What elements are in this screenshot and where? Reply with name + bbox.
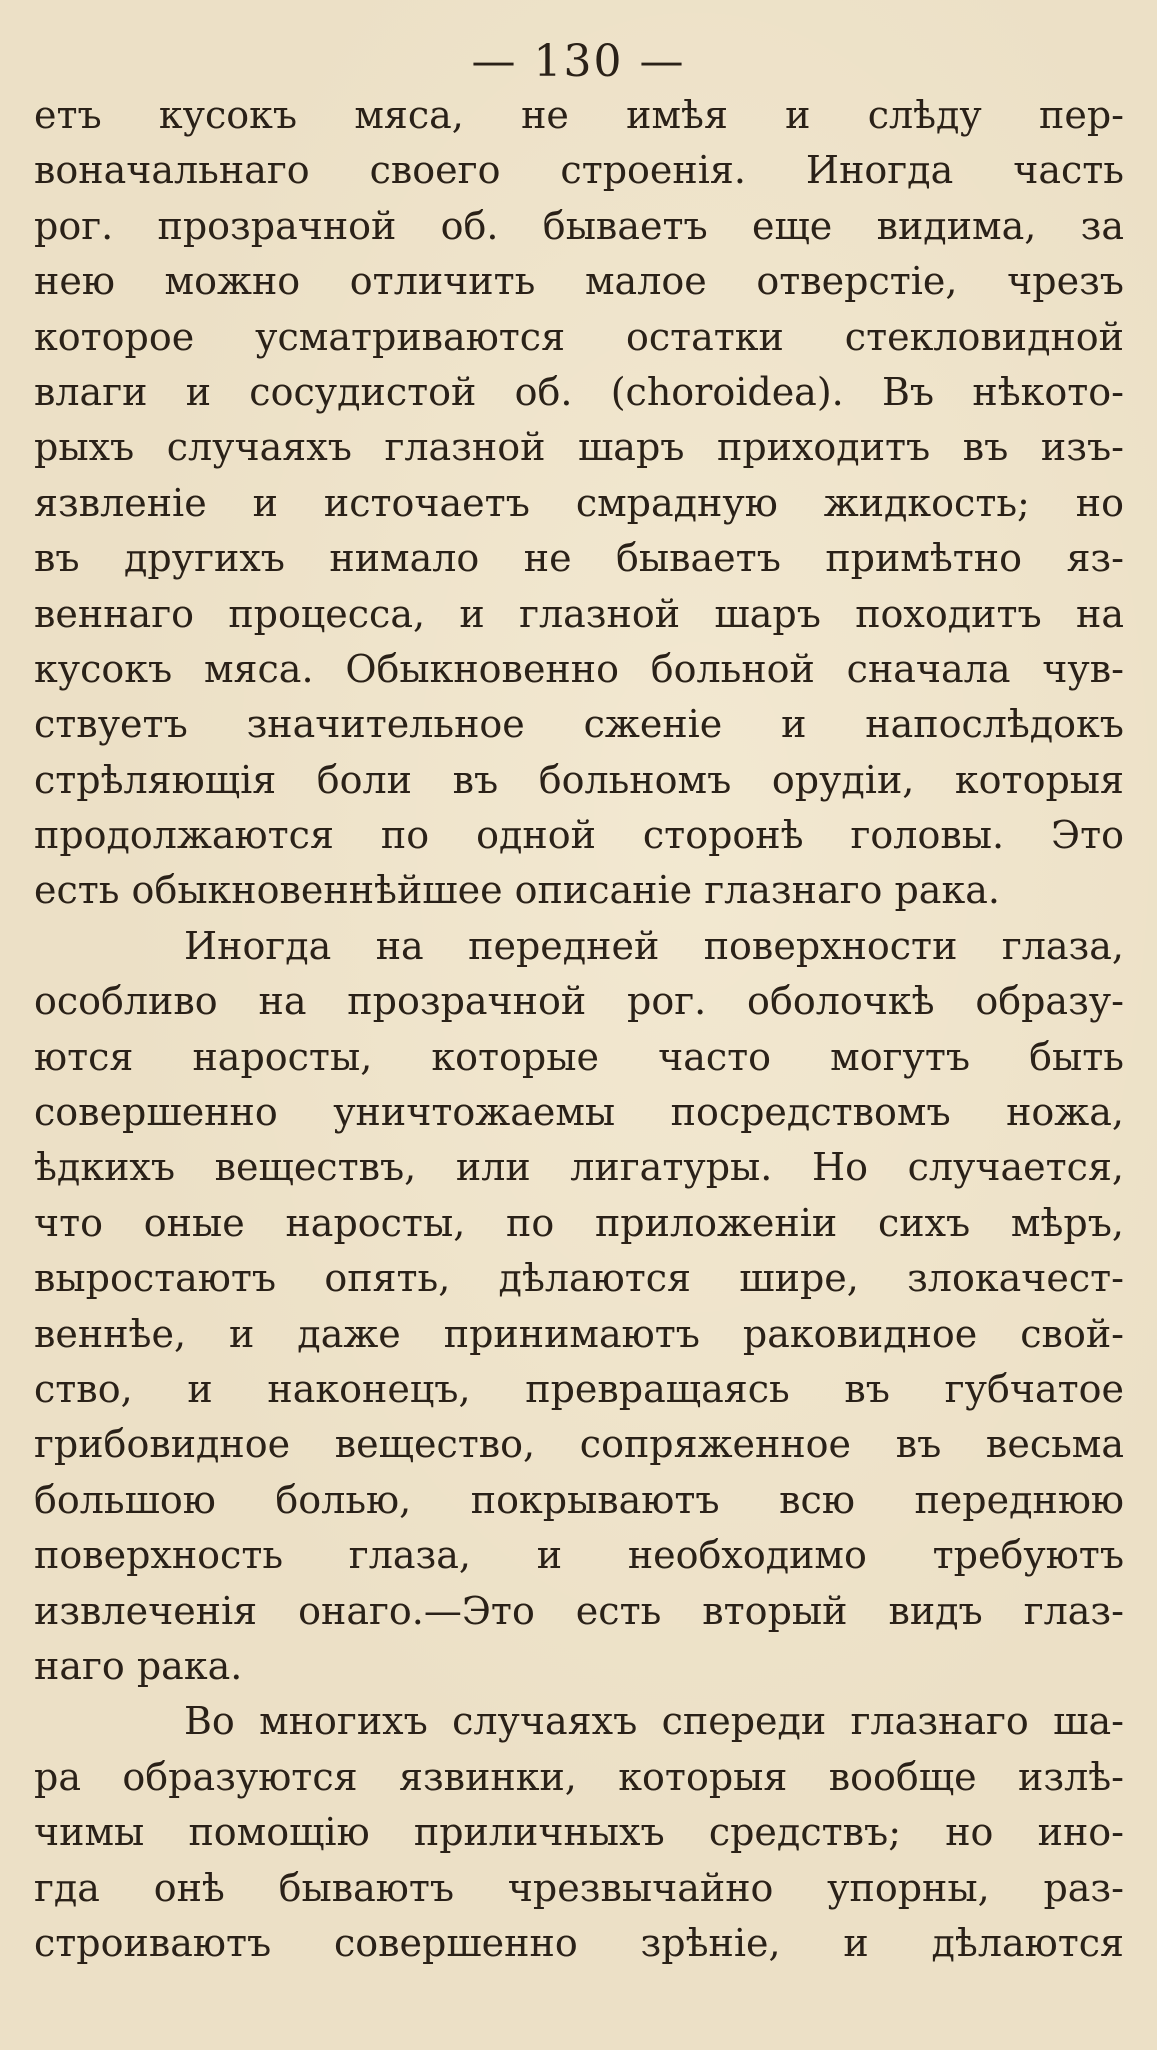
text-line: язвленіе и источаетъ смрадную жидкость; но	[34, 480, 1124, 525]
text-line: выростаютъ опять, дѣлаются шире, злокачест-	[34, 1256, 1124, 1301]
text-line: въ другихъ нимало не бываетъ примѣтно яз-	[34, 536, 1124, 581]
text-line: гда онѣ бываютъ чрезвычайно упорны, раз-	[34, 1865, 1124, 1910]
page-number: — 130 —	[471, 36, 686, 87]
text-line: нею можно отличить малое отверстіе, чрезъ	[34, 259, 1124, 304]
text-line: чимы помощію приличныхъ средствъ; но ино-	[34, 1810, 1124, 1855]
text-line: стрѣляющія боли въ больномъ орудіи, которыя	[34, 757, 1124, 802]
text-line: ются наросты, которые часто могутъ быть	[34, 1034, 1124, 1079]
text-line: которое усматриваются остатки стекловидной	[34, 314, 1124, 359]
text-line: извлеченія онаго.—Это есть вторый видъ глаз-	[34, 1588, 1124, 1633]
text-line: веннѣе, и даже принимаютъ раковидное свой-	[34, 1311, 1124, 1356]
text-line: влаги и сосудистой об. (choroidea). Въ нѣкото-	[34, 369, 1124, 414]
text-line: продолжаются по одной сторонѣ головы. Это	[34, 813, 1124, 858]
text-line: есть обыкновеннѣйшее описаніе глазнаго рака.	[34, 868, 1000, 913]
text-line: наго рака.	[34, 1643, 243, 1688]
text-line: грибовидное вещество, сопряженное въ весьма	[34, 1422, 1124, 1467]
text-line: Иногда на передней поверхности глаза,	[184, 923, 1124, 968]
text-line: особливо на прозрачной рог. оболочкѣ образу-	[34, 979, 1124, 1024]
text-line: рыхъ случаяхъ глазной шаръ приходитъ въ изъ-	[34, 425, 1124, 470]
text-line: Во многихъ случаяхъ спереди глазнаго ша-	[184, 1699, 1124, 1744]
text-line: ѣдкихъ веществъ, или лигатуры. Но случается,	[34, 1145, 1124, 1190]
text-line: большою болью, покрываютъ всю переднюю	[34, 1477, 1124, 1522]
text-line: веннаго процесса, и глазной шаръ походитъ на	[34, 591, 1124, 636]
text-line: рог. прозрачной об. бываетъ еще видима, за	[34, 203, 1124, 248]
body-text	[34, 88, 1124, 1971]
text-line: строиваютъ совершенно зрѣніе, и дѣлаются	[34, 1920, 1124, 1965]
text-line: ство, и наконецъ, превращаясь въ губчатое	[34, 1366, 1124, 1411]
text-line: ра образуются язвинки, которыя вообще излѣ-	[34, 1754, 1124, 1799]
text-line: совершенно уничтожаемы посредствомъ ножа,	[34, 1090, 1124, 1135]
text-line: воначальнаго своего строенія. Иногда часть	[34, 148, 1124, 193]
text-line: ствуетъ значительное сженіе и напослѣдокъ	[34, 702, 1124, 747]
text-line: етъ кусокъ мяса, не имѣя и слѣду пер-	[34, 93, 1124, 137]
text-line: кусокъ мяса. Обыкновенно больной сначала чув-	[34, 646, 1124, 691]
text-line: что оные наросты, по приложеніи сихъ мѣръ,	[34, 1200, 1124, 1245]
text-line: поверхность глаза, и необходимо требуютъ	[34, 1533, 1124, 1578]
